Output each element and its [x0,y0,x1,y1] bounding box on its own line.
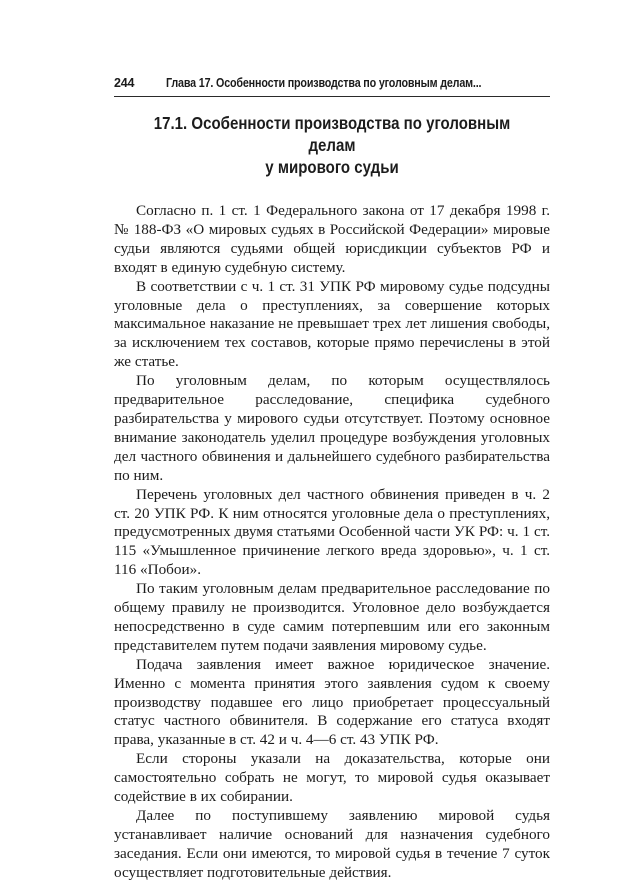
paragraph: Если стороны указали на доказательства, которые они самостоятельно собрать не могут, то мировой судья оказывает содействие в их собирании. [114,750,550,806]
body-text [114,202,550,883]
paragraph: В соответствии с ч. 1 ст. 31 УПК РФ мировому судье подсудны уголовные дела о преступлениях, за совершение которых максимальное наказание не превышает трех лет лишения свободы, за исключением тех составов, которые прямо перечислены в этой же статье. [114,277,550,371]
book-page [114,76,550,883]
paragraph: По таким уголовным делам предварительное расследование по общему правилу не производится. Уголовное дело возбуждается непосредственно в суде самим потерпевшим или его законным представителем путем подачи заявления мировому судье. [114,580,550,654]
page-number: 244 [114,76,135,90]
section-title [114,112,550,178]
section-title-line-2: у мирового судьи [265,157,399,177]
section-title-line-1: 17.1. Особенности производства по уголовным делам [153,113,511,155]
paragraph: Перечень уголовных дел частного обвинения приведен в ч. 2 ст. 20 УПК РФ. К ним относятся уголовные дела о преступлениях, предусмотренных двумя статьями Особенной части УК РФ: ч. 1 ст. 115 «Умышленное причинение легкого вреда здоровью», ч. 1 ст. 116 «Побои». [114,485,550,579]
paragraph: По уголовным делам, по которым осуществлялось предварительное расследование, специфика судебного разбирательства у мирового судьи отсутствует. Поэтому основное внимание законодатель уделил процедуре возбуждения уголовных дел частного обвинения и дальнейшего судебного разбирательства по ним. [114,372,550,484]
paragraph: Подача заявления имеет важное юридическое значение. Именно с момента принятия этого заявления судом к своему производству подавшее его лицо приобретает процессуальный статус частного обвинителя. В содержание его статуса входят права, указанные в ст. 42 и ч. 4—6 ст. 43 УПК РФ. [114,655,550,749]
paragraph: Согласно п. 1 ст. 1 Федерального закона от 17 декабря 1998 г. № 188-ФЗ «О мировых судьях в Российской Федерации» мировые судьи являются судьями общей юрисдикции субъектов РФ и входят в единую судебную систему. [114,202,550,276]
chapter-title: Глава 17. Особенности производства по уголовным делам... [166,76,482,90]
paragraph: Далее по поступившему заявлению мировой судья устанавливает наличие оснований для назначения судебного заседания. Если они имеются, то мировой судья в течение 7 суток осуществляет подготовительные действия. [114,807,550,881]
running-header [114,76,550,97]
